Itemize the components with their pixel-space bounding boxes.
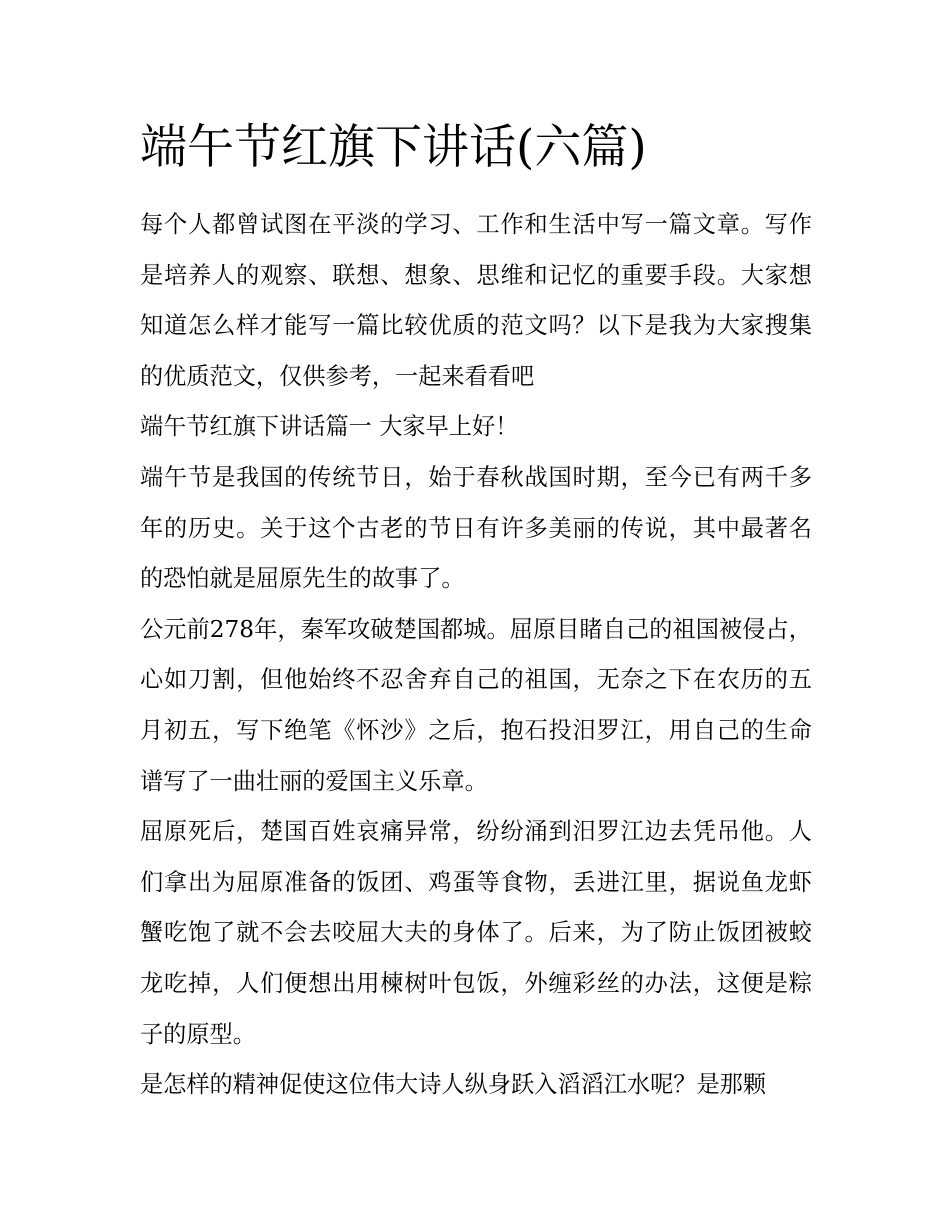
document-body: [140, 118, 812, 1111]
paragraph-qu-yuan-story: 公元前278年，秦军攻破楚国都城。屈原目睹自己的祖国被侵占，心如刀割，但他始终不忍舍弃自己的祖国，无奈之下在农历的五月初五，写下绝笔《怀沙》之后，抱石投汨罗江，用自己的生命谱写了一曲壮丽的爱国主义乐章。: [140, 615, 812, 795]
paragraph-spirit: 是怎样的精神促使这位伟大诗人纵身跃入滔滔江水呢？是那颗: [140, 1071, 767, 1099]
paragraph-festival-origin: 端午节是我国的传统节日，始于春秋战国时期，至今已有两千多年的历史。关于这个古老的节日有许多美丽的传说，其中最著名的恐怕就是屈原先生的故事了。: [140, 463, 812, 593]
document-title: 端午节红旗下讲话(六篇): [140, 120, 647, 175]
paragraph-speech-heading: 端午节红旗下讲话篇一 大家早上好！: [140, 413, 519, 441]
paragraph-zongzi-origin: 屈原死后，楚国百姓哀痛异常，纷纷涌到汨罗江边去凭吊他。人们拿出为屈原准备的饭团、鸡蛋等食物，丢进江里，据说鱼龙虾蟹吃饱了就不会去咬屈大夫的身体了。后来，为了防止饭团被蛟龙吃掉，人们便想出用楝树叶包饭，外缠彩丝的办法，这便是粽子的原型。: [140, 818, 812, 1048]
paragraph-intro: 每个人都曾试图在平淡的学习、工作和生活中写一篇文章。写作是培养人的观察、联想、想象、思维和记忆的重要手段。大家想知道怎么样才能写一篇比较优质的范文吗？以下是我为大家搜集的优质范文，仅供参考，一起来看看吧: [140, 211, 812, 390]
